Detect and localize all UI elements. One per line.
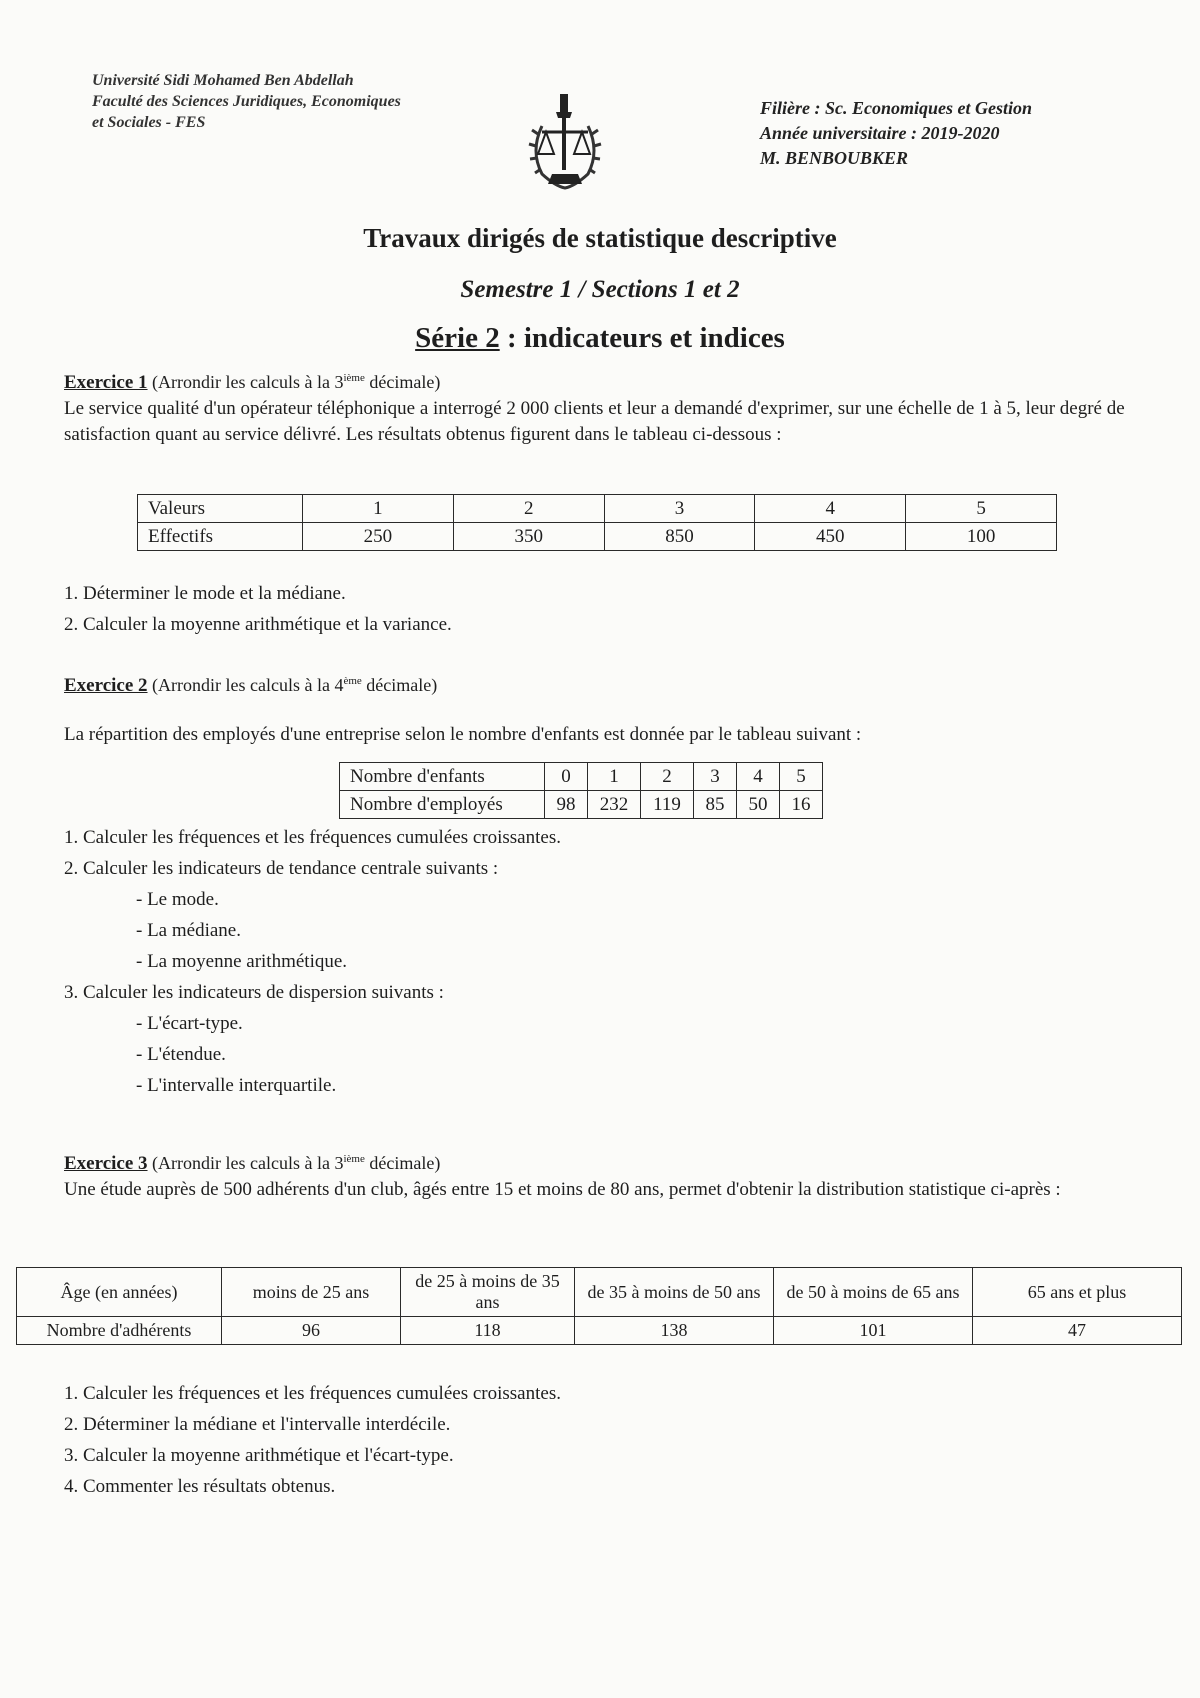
exercise-3-table — [16, 1267, 1182, 1345]
university-header — [92, 70, 512, 133]
exercise-3-intro — [64, 1146, 1144, 1203]
serie-topic: : indicateurs et indices — [499, 322, 785, 354]
table-cell: moins de 25 ans — [222, 1268, 401, 1317]
list-item: 1. Déterminer le mode et la médiane. — [64, 583, 346, 604]
table-header-cell: Âge (en années) — [17, 1268, 222, 1317]
table-cell: de 35 à moins de 50 ans — [575, 1268, 774, 1317]
professor-line: M. BENBOUBKER — [760, 148, 909, 168]
table-cell: 2 — [641, 763, 694, 791]
exercise-2-heading — [64, 668, 1144, 699]
table-cell: 118 — [401, 1317, 575, 1345]
table-cell: 5 — [906, 495, 1057, 523]
list-item: 4. Commenter les résultats obtenus. — [64, 1476, 336, 1497]
table-row — [138, 523, 1057, 551]
list-item: - La médiane. — [136, 920, 241, 941]
table-cell: 850 — [604, 523, 755, 551]
table-cell: 85 — [694, 791, 737, 819]
table-cell: 2 — [453, 495, 604, 523]
list-item: 2. Calculer la moyenne arithmétique et la variance. — [64, 614, 452, 635]
table-cell: 16 — [780, 791, 823, 819]
exercise-1-heading — [64, 365, 1144, 396]
table-cell: 3 — [604, 495, 755, 523]
table-header-cell: Valeurs — [138, 495, 303, 523]
table-row — [340, 763, 823, 791]
serie-label: Série 2 — [415, 322, 500, 354]
list-item: 3. Calculer la moyenne arithmétique et l'écart-type. — [64, 1445, 454, 1466]
academic-year-line: Année universitaire : 2019-2020 — [760, 123, 1000, 143]
filiere-line: Filière : Sc. Economiques et Gestion — [760, 98, 1032, 118]
exercise-3-note: (Arrondir les calculs à la 3ième décimale) — [147, 1153, 441, 1173]
course-header — [760, 96, 1160, 171]
table-cell: de 50 à moins de 65 ans — [774, 1268, 973, 1317]
table-row — [17, 1317, 1182, 1345]
table-cell: 4 — [737, 763, 780, 791]
table-cell: 0 — [545, 763, 588, 791]
dispersion-list — [64, 1008, 1144, 1101]
table-cell: 100 — [906, 523, 1057, 551]
exercise-1-note: (Arrondir les calculs à la 3ième décimale) — [147, 372, 441, 392]
table-cell: 4 — [755, 495, 906, 523]
exercise-2-title: Exercice 2 — [64, 675, 148, 696]
table-cell: 96 — [222, 1317, 401, 1345]
university-name: Université Sidi Mohamed Ben Abdellah — [92, 72, 354, 89]
exercise-2-questions — [64, 822, 1144, 1101]
list-item: - Le mode. — [136, 889, 219, 910]
table-cell: 3 — [694, 763, 737, 791]
faculty-name: Faculté des Sciences Juridiques, Economiques — [92, 93, 401, 110]
table-row — [340, 791, 823, 819]
table-header-cell: Nombre d'enfants — [340, 763, 545, 791]
list-item: - L'étendue. — [136, 1044, 226, 1065]
table-cell: 1 — [303, 495, 454, 523]
table-cell: 350 — [453, 523, 604, 551]
table-cell: 1 — [588, 763, 641, 791]
list-item: - L'intervalle interquartile. — [136, 1075, 337, 1096]
list-item: 2. Calculer les indicateurs de tendance centrale suivants : — [64, 858, 499, 879]
exercise-3-title: Exercice 3 — [64, 1153, 148, 1174]
serie-title — [0, 322, 1200, 355]
exercise-3-heading — [64, 1146, 1144, 1177]
table-header-cell: Effectifs — [138, 523, 303, 551]
university-logo — [520, 86, 610, 196]
exercise-2-note: (Arrondir les calculs à la 4ème décimale) — [147, 675, 438, 695]
exercise-1-table — [137, 494, 1057, 551]
table-cell: 138 — [575, 1317, 774, 1345]
table-cell: de 25 à moins de 35 ans — [401, 1268, 575, 1317]
table-row — [138, 495, 1057, 523]
list-item: - L'écart-type. — [136, 1013, 243, 1034]
central-tendency-list — [64, 884, 1144, 977]
table-cell: 232 — [588, 791, 641, 819]
document-title: Travaux dirigés de statistique descriptive — [363, 223, 837, 253]
table-header-cell: Nombre d'employés — [340, 791, 545, 819]
exercise-1-questions — [64, 578, 1144, 640]
list-item: 2. Déterminer la médiane et l'intervalle interdécile. — [64, 1414, 451, 1435]
exercise-3-questions — [64, 1378, 1144, 1502]
exercise-1-text: Le service qualité d'un opérateur téléphonique a interrogé 2 000 clients et leur a demandé d'exprimer, sur une échelle de 1 à 5, leur degré de satisfaction quant au service délivré. Les résultats obtenus figurent dans le tableau ci-dessous : — [64, 398, 1125, 445]
list-item: 1. Calculer les fréquences et les fréquences cumulées croissantes. — [64, 1383, 561, 1404]
table-cell: 5 — [780, 763, 823, 791]
list-item: 3. Calculer les indicateurs de dispersion suivants : — [64, 982, 444, 1003]
list-item: - La moyenne arithmétique. — [136, 951, 348, 972]
list-item: 1. Calculer les fréquences et les fréquences cumulées croissantes. — [64, 827, 561, 848]
faculty-city: et Sociales - FES — [92, 114, 206, 131]
document-subtitle: Semestre 1 / Sections 1 et 2 — [460, 276, 740, 303]
exercise-2-text: La répartition des employés d'une entreprise selon le nombre d'enfants est donnée par le tableau suivant : — [64, 724, 862, 745]
exercise-1-intro — [64, 365, 1144, 448]
table-cell: 98 — [545, 791, 588, 819]
table-cell: 119 — [641, 791, 694, 819]
table-cell: 250 — [303, 523, 454, 551]
table-header-cell: Nombre d'adhérents — [17, 1317, 222, 1345]
table-cell: 450 — [755, 523, 906, 551]
table-cell: 101 — [774, 1317, 973, 1345]
exercise-2-table — [339, 762, 823, 819]
table-cell: 65 ans et plus — [973, 1268, 1182, 1317]
table-cell: 47 — [973, 1317, 1182, 1345]
exercise-3-text: Une étude auprès de 500 adhérents d'un club, âgés entre 15 et moins de 80 ans, permet d'obtenir la distribution statistique ci-après : — [64, 1179, 1061, 1200]
table-row — [17, 1268, 1182, 1317]
exercise-1-title: Exercice 1 — [64, 372, 148, 393]
table-cell: 50 — [737, 791, 780, 819]
